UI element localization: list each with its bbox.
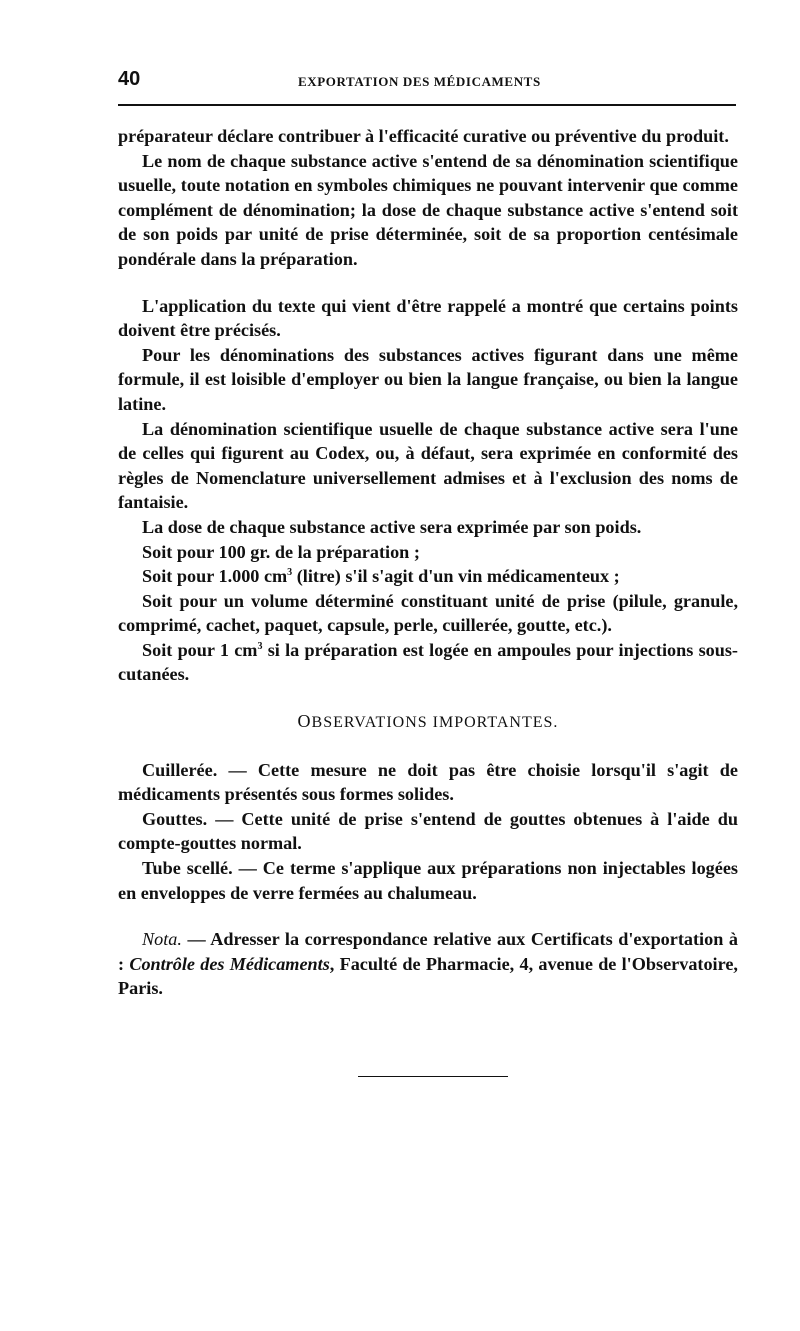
section-heading-observations bbox=[118, 709, 738, 736]
observation-gouttes: Gouttes. — Cette unité de prise s'entend de gouttes obtenues à l'aide du compte-gouttes normal. bbox=[118, 808, 738, 854]
observation-cuilleree: Cuillerée. — Cette mesure ne doit pas être choisie lorsqu'il s'agit de médicaments présentés sous formes solides. bbox=[118, 759, 738, 805]
spacer bbox=[118, 736, 738, 758]
paragraph-dose-ampoule bbox=[118, 638, 738, 687]
page-number: 40 bbox=[118, 68, 141, 90]
spacer bbox=[118, 905, 738, 927]
heading-rest: BSERVATIONS IMPORTANTES. bbox=[311, 714, 559, 732]
dose-litre-rest: (litre) s'il s'agit d'un vin médicamenteux ; bbox=[292, 566, 620, 587]
page-header bbox=[118, 68, 738, 98]
cubic-superscript: 3 bbox=[257, 640, 263, 652]
nota-paragraph bbox=[118, 927, 738, 1001]
nota-text: — Adresser la correspondance relative aux Certificats d'exportation à : bbox=[118, 929, 738, 974]
paragraph-dose-litre bbox=[118, 564, 738, 589]
paragraph-codex: La dénomination scientifique usuelle de chaque substance active sera l'une de celles qui figurent au Codex, ou, à défaut, sera exprimée en conformité des règles de Nomenclature universellement admises et à l'exclusion des noms de fantaisie. bbox=[118, 418, 738, 513]
page-body bbox=[118, 124, 738, 1001]
dose-litre-text: Soit pour 1.000 cm bbox=[142, 566, 288, 587]
dose-ampoule-text: Soit pour 1 cm bbox=[142, 639, 258, 660]
spacer bbox=[118, 687, 738, 709]
header-rule bbox=[118, 104, 736, 106]
spacer bbox=[118, 272, 738, 294]
paragraph-denominations: Pour les dénominations des substances actives figurant dans une même formule, il est loisible d'employer ou bien la langue française, ou bien la langue latine. bbox=[118, 344, 738, 414]
nota-italic: Contrôle des Médicaments bbox=[129, 953, 330, 974]
paragraph-dose-100g: Soit pour 100 gr. de la préparation ; bbox=[142, 541, 420, 562]
dose-ampoule-rest: si la préparation est logée en ampoules pour injections sous-cutanées. bbox=[118, 639, 738, 685]
nota-label: Nota. bbox=[142, 929, 182, 950]
paragraph-substance-name: Le nom de chaque substance active s'entend de sa dénomination scientifique usuelle, toute notation en symboles chimiques ne pouvant intervenir que comme complément de dénomination; la dose de chaque substance active s'entend soit de son poids par unité de prise déterminée, soit de sa proportion centésimale pondérale dans la préparation. bbox=[118, 150, 738, 269]
running-title: EXPORTATION DES MÉDICAMENTS bbox=[298, 74, 541, 89]
paragraph-application: L'application du texte qui vient d'être rappelé a montré que certains points doivent être précisés. bbox=[118, 295, 738, 341]
nota-address: , Faculté de Pharmacie, 4, avenue de l'Observatoire, Paris. bbox=[118, 953, 738, 999]
paragraph-dose-volume: Soit pour un volume déterminé constituant unité de prise (pilule, granule, comprimé, cachet, paquet, capsule, perle, cuillerée, goutte, etc.). bbox=[118, 590, 738, 636]
heading-initial: O bbox=[297, 711, 312, 732]
observation-tube-scelle: Tube scellé. — Ce terme s'applique aux préparations non injectables logées en enveloppes de verre fermées au chalumeau. bbox=[118, 858, 738, 903]
cubic-superscript: 3 bbox=[287, 567, 293, 579]
paragraph-dose: La dose de chaque substance active sera exprimée par son poids. bbox=[142, 516, 642, 537]
paragraph-continuation: préparateur déclare contribuer à l'efficacité curative ou préventive du produit. bbox=[118, 126, 729, 146]
end-rule bbox=[358, 1076, 508, 1077]
